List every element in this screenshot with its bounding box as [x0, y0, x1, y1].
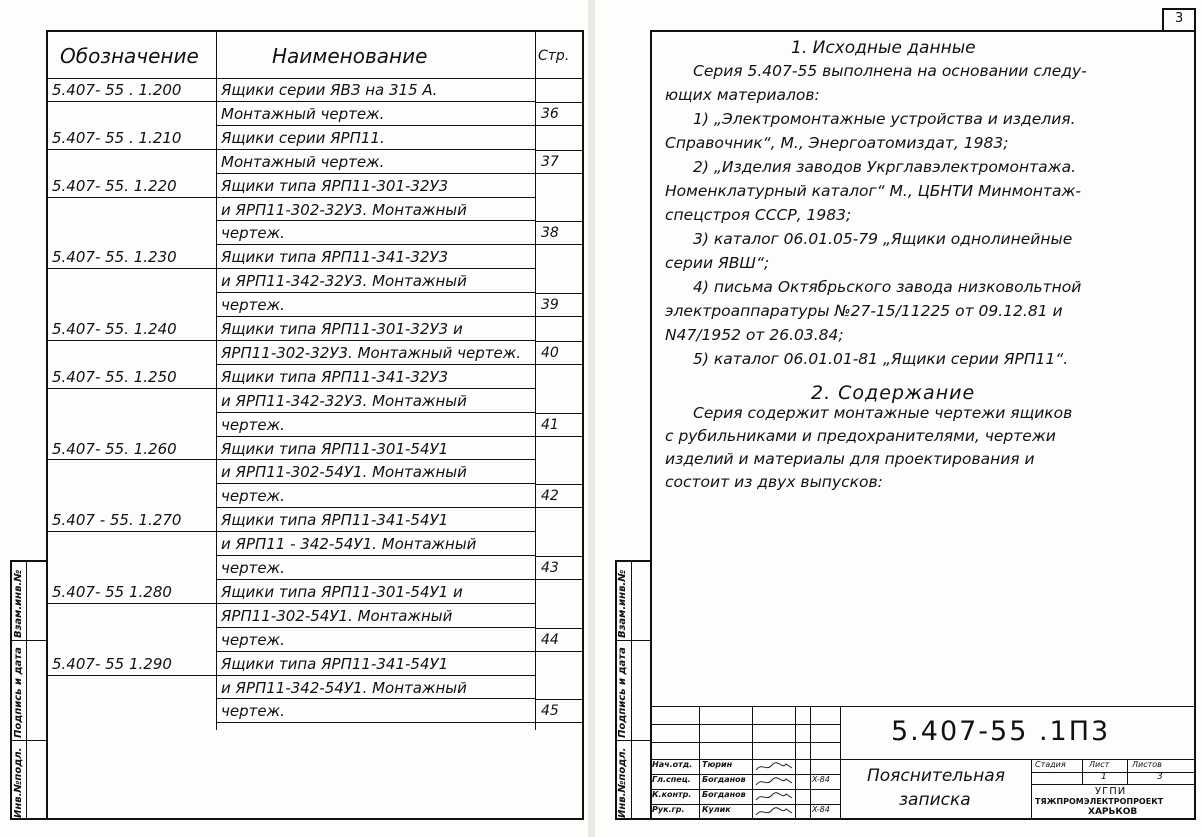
row-underline: [216, 651, 536, 652]
signer-date: X-84: [812, 775, 830, 784]
code-underline: [46, 197, 216, 198]
code-underline: [46, 149, 216, 150]
row-page: 45: [541, 703, 559, 720]
page-cell-line: [535, 579, 584, 580]
section1-line: 5) каталог 06.01.01-81 „Ящики серии ЯРП11“.: [693, 350, 1069, 368]
section1-line: серии ЯВШ“;: [665, 254, 770, 272]
page-cell-line: [535, 651, 584, 652]
page-cell-line: [535, 221, 584, 222]
row-underline: [216, 197, 536, 198]
row-underline: [216, 627, 536, 628]
row-underline: [216, 412, 536, 413]
left-side-label-sign: Подпись и дата: [13, 647, 24, 738]
row-underline: [216, 388, 536, 389]
section1-line: 3) каталог 06.01.05-79 „Ящики однолинейные: [693, 230, 1073, 248]
stamp-col: [1031, 759, 1032, 820]
row-underline: [216, 436, 536, 437]
signer-name: Богданов: [702, 790, 746, 799]
org-line3: ХАРЬКОВ: [1088, 807, 1138, 817]
row-underline: [216, 555, 536, 556]
row-page: 41: [541, 416, 559, 433]
signature-scribble: [754, 760, 794, 774]
row-page: 40: [541, 344, 559, 361]
right-side-strip-divider: [631, 560, 632, 820]
row-code: 5.407- 55 1.280: [52, 582, 172, 601]
sheet-label: Лист: [1089, 760, 1110, 769]
section1-title: 1. Исходные данные: [791, 38, 976, 58]
section2-line: Серия содержит монтажные чертежи ящиков: [693, 404, 1073, 422]
row-name-line: Ящики типа ЯРП11-301-54У1: [221, 439, 449, 458]
page-cell-line: [535, 316, 584, 317]
stamp-col: [810, 706, 811, 820]
section2-line: с рубильниками и предохранителями, чертежи: [665, 427, 1056, 445]
row-name-line: и ЯРП11-302-32У3. Монтажный: [221, 200, 467, 219]
stamp-line: [650, 724, 840, 725]
page-cell-line: [535, 150, 584, 151]
right-strip-line: [615, 640, 650, 641]
section1-line: Справочник“, М., Энергоатомиздат, 1983;: [665, 134, 1009, 152]
page-cell-line: [535, 125, 584, 126]
code-underline: [46, 268, 216, 269]
row-underline: [216, 149, 536, 150]
row-name-line: ЯРП11-302-32У3. Монтажный чертеж.: [221, 343, 521, 362]
signer-name: Тюрин: [702, 760, 733, 769]
left-side-strip-divider: [26, 560, 27, 820]
stamp-col: [1082, 759, 1083, 784]
row-page: 42: [541, 488, 559, 505]
row-name-line: Монтажный чертеж.: [221, 104, 385, 123]
row-name-line: Ящики типа ЯРП11-301-54У1 и: [221, 582, 463, 601]
row-name-line: и ЯРП11-342-32У3. Монтажный: [221, 391, 467, 410]
row-name-line: чертеж.: [221, 487, 285, 506]
header-page: Стр.: [538, 48, 570, 64]
right-strip-line: [615, 740, 650, 741]
row-underline: [216, 268, 536, 269]
row-name-line: ЯРП11-302-54У1. Монтажный: [221, 606, 453, 625]
row-underline: [216, 220, 536, 221]
col-divider-code: [216, 30, 217, 730]
row-name-line: Ящики серии ЯРП11.: [221, 128, 385, 147]
signer-role: Гл.спец.: [652, 775, 691, 784]
row-name-line: Ящики типа ЯРП11-301-32У3 и: [221, 320, 463, 338]
row-underline: [216, 364, 536, 365]
document-code: 5.407-55 .1П3: [891, 716, 1111, 747]
section1-line: Серия 5.407-55 выполнена на основании следу-: [693, 62, 1087, 80]
row-code: 5.407- 55. 1.250: [52, 367, 177, 386]
row-underline: [216, 722, 536, 723]
page-cell-line: [535, 173, 584, 174]
row-page: 43: [541, 560, 559, 576]
page-cell-line: [535, 436, 584, 437]
page-cell-line: [535, 722, 584, 723]
page-cell-line: [535, 293, 584, 294]
col-divider-page: [535, 30, 536, 730]
section1-line: ющих материалов:: [665, 86, 820, 104]
row-underline: [216, 531, 536, 532]
doc-title-line1: Пояснительная: [867, 766, 1005, 786]
row-name-line: Ящики типа ЯРП11-341-32У3: [221, 367, 449, 386]
section2-line: изделий и материалы для проектирования и: [665, 450, 1035, 468]
row-name-line: чертеж.: [221, 630, 285, 649]
row-name-line: Ящики типа ЯРП11-301-32У3: [221, 176, 449, 195]
signer-name: Богданов: [702, 775, 746, 784]
row-code: 5.407 - 55. 1.270: [52, 511, 182, 530]
page-cell-line: [535, 244, 584, 245]
right-side-label-inv: Инв.№подл.: [617, 747, 628, 818]
sheet-number: 3: [1175, 11, 1184, 26]
row-page: 36: [541, 105, 559, 122]
code-underline: [46, 531, 216, 532]
stamp-col: [699, 706, 700, 820]
row-name-line: и ЯРП11-342-54У1. Монтажный: [221, 678, 467, 697]
code-underline: [46, 675, 216, 676]
page-cell-line: [535, 364, 584, 365]
row-name-line: чертеж.: [221, 559, 285, 577]
sheet-value: 1: [1101, 772, 1107, 782]
section1-line: 1) „Электромонтажные устройства и изделия.: [693, 110, 1076, 128]
row-underline: [216, 340, 536, 341]
signer-name: Кулик: [702, 805, 731, 814]
row-name-line: Монтажный чертеж.: [221, 152, 385, 171]
page-cell-line: [535, 413, 584, 414]
row-name-line: Ящики типа ЯРП11-341-54У1: [221, 511, 449, 530]
row-underline: [216, 675, 536, 676]
signature-scribble: [754, 790, 794, 804]
page-cell-line: [535, 556, 584, 557]
right-side-label-replace: Взам.инв.№: [617, 569, 628, 638]
row-code: 5.407- 55 1.290: [52, 654, 172, 673]
stamp-line: [1031, 784, 1196, 785]
org-line1: УГПИ: [1095, 786, 1127, 797]
right-side-label-sign: Подпись и дата: [617, 647, 628, 738]
row-name-line: Ящики типа ЯРП11-341-54У1: [221, 654, 449, 673]
row-underline: [216, 101, 536, 102]
row-code: 5.407- 55. 1.220: [52, 176, 177, 195]
row-name-line: Ящики типа ЯРП11-341-32У3: [221, 248, 449, 267]
code-underline: [46, 459, 216, 460]
page-gutter: [588, 0, 595, 837]
section1-line: электроаппаратуры №27-15/11225 от 09.12.81 и: [665, 302, 1063, 320]
row-name-line: чертеж.: [221, 702, 285, 721]
row-underline: [216, 507, 536, 508]
page-cell-line: [535, 341, 584, 342]
row-underline: [216, 125, 536, 126]
row-underline: [216, 244, 536, 245]
header-designation: Обозначение: [60, 44, 199, 68]
code-underline: [46, 388, 216, 389]
page-cell-line: [535, 102, 584, 103]
header-bottom-line: [46, 78, 584, 79]
signer-role: Нач.отд.: [652, 760, 693, 769]
section1-line: 4) письма Октябрьского завода низковольтной: [693, 278, 1082, 296]
row-name-line: чертеж.: [221, 224, 285, 243]
row-name-line: и ЯРП11-342-32У3. Монтажный: [221, 272, 467, 291]
doc-title-line2: записка: [899, 790, 971, 810]
row-underline: [216, 459, 536, 460]
row-code: 5.407- 55. 1.230: [52, 248, 177, 267]
signer-role: Рук.гр.: [652, 805, 685, 814]
row-underline: [216, 316, 536, 317]
left-side-label-inv: Инв.№подл.: [13, 747, 24, 818]
row-underline: [216, 483, 536, 484]
page-cell-line: [535, 628, 584, 629]
section2-line: состоит из двух выпусков:: [665, 473, 883, 491]
row-name-line: и ЯРП11-302-54У1. Монтажный: [221, 463, 467, 482]
row-page: 39: [541, 297, 559, 314]
row-code: 5.407- 55 . 1.200: [52, 81, 182, 99]
row-code: 5.407- 55. 1.240: [52, 320, 177, 338]
left-strip-line: [10, 640, 46, 641]
row-code: 5.407- 55 . 1.210: [52, 128, 182, 147]
sheets-value: 3: [1157, 772, 1163, 782]
stamp-line: [1031, 772, 1196, 773]
page-cell-line: [535, 484, 584, 485]
stamp-col: [840, 706, 841, 820]
signer-date: X-84: [812, 805, 830, 814]
row-underline: [216, 698, 536, 699]
section1-line: 2) „Изделия заводов Укрглавэлектромонтажа.: [693, 158, 1077, 176]
stamp-col: [795, 706, 796, 820]
left-page: [0, 0, 588, 837]
page-cell-line: [535, 507, 584, 508]
row-underline: [216, 173, 536, 174]
row-name-line: и ЯРП11 - 342-54У1. Монтажный: [221, 535, 477, 554]
right-page: [595, 0, 1202, 837]
left-side-label-replace: Взам.инв.№: [13, 569, 24, 638]
section1-line: спецстроя СССР, 1983;: [665, 206, 852, 224]
code-underline: [46, 340, 216, 341]
sheets-label: Листов: [1132, 760, 1162, 769]
row-name-line: чертеж.: [221, 415, 285, 434]
stage-label: Стадия: [1035, 760, 1066, 769]
signer-role: К.контр.: [652, 790, 692, 799]
org-line2: ТЯЖПРОМЭЛЕКТРОПРОЕКТ: [1035, 797, 1164, 806]
stamp-col: [1127, 759, 1128, 784]
header-name: Наименование: [272, 44, 428, 68]
section1-line: N47/1952 от 26.03.84;: [665, 326, 844, 344]
code-underline: [46, 603, 216, 604]
left-strip-line: [10, 740, 46, 741]
row-underline: [216, 603, 536, 604]
row-page: 37: [541, 153, 559, 170]
row-underline: [216, 579, 536, 580]
row-page: 44: [541, 631, 559, 648]
stamp-line: [650, 742, 840, 743]
row-name-line: Ящики серии ЯВЗ на 315 А.: [221, 81, 438, 99]
section2-title: 2. Содержание: [811, 382, 976, 404]
stamp-top-line: [650, 706, 1196, 707]
row-name-line: чертеж.: [221, 296, 285, 315]
signature-scribble: [754, 775, 794, 789]
row-underline: [216, 292, 536, 293]
row-code: 5.407- 55. 1.260: [52, 439, 177, 458]
signature-scribble: [754, 805, 794, 819]
section1-line: Номенклатурный каталог“ М., ЦБНТИ Минмонтаж-: [665, 182, 1082, 200]
row-page: 38: [541, 225, 559, 242]
stamp-col: [752, 706, 753, 820]
page-cell-line: [535, 699, 584, 700]
code-underline: [46, 101, 216, 102]
